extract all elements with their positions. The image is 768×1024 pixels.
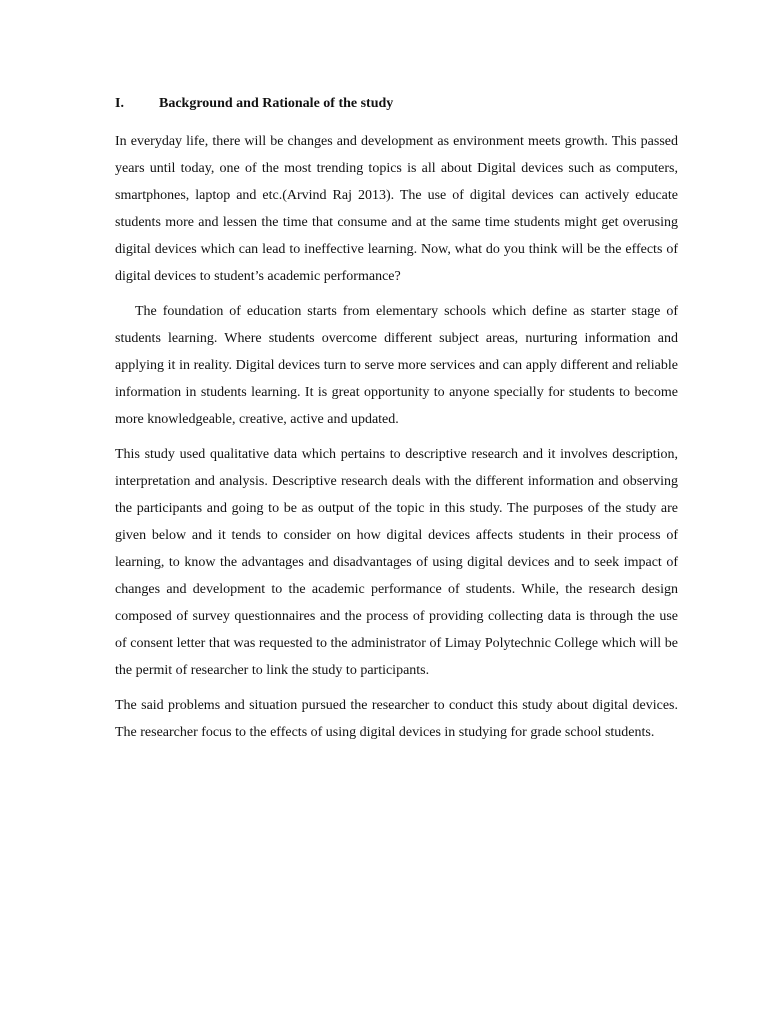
section-title: Background and Rationale of the study <box>159 96 394 111</box>
body-text <box>115 128 678 754</box>
paragraph-4: The said problems and situation pursued the researcher to conduct this study about digital devices. The researcher focus to the effects of using digital devices in studying for grade school students. <box>115 698 678 740</box>
paragraph-2: The foundation of education starts from elementary schools which define as starter stage of students learning. Where students overcome different subject areas, nurturing information and applying it in reality. Digital devices turn to serve more services and can apply different and reliable information in students learning. It is great opportunity to anyone specially for students to become more knowledgeable, creative, active and updated. <box>115 304 678 427</box>
section-number: I. <box>115 96 124 111</box>
paragraph-3: This study used qualitative data which pertains to descriptive research and it involves description, interpretation and analysis. Descriptive research deals with the different information and observing the participants and going to be as output of the topic in this study. The purposes of the study are given below and it tends to consider on how digital devices affects students in their process of learning, to know the advantages and disadvantages of using digital devices and to seek impact of changes and development to the academic performance of students. While, the research design composed of survey questionnaires and the process of providing collecting data is through the use of consent letter that was requested to the administrator of Limay Polytechnic College which will be the permit of researcher to link the study to participants. <box>115 447 678 678</box>
paragraph-1: In everyday life, there will be changes and development as environment meets growth. This passed years until today, one of the most trending topics is all about Digital devices such as computers, smartphones, laptop and etc.(Arvind Raj 2013). The use of digital devices can actively educate students more and lessen the time that consume and at the same time students might get overusing digital devices which can lead to ineffective learning. Now, what do you think will be the effects of digital devices to student’s academic performance? <box>115 134 678 284</box>
section-heading <box>115 95 393 113</box>
